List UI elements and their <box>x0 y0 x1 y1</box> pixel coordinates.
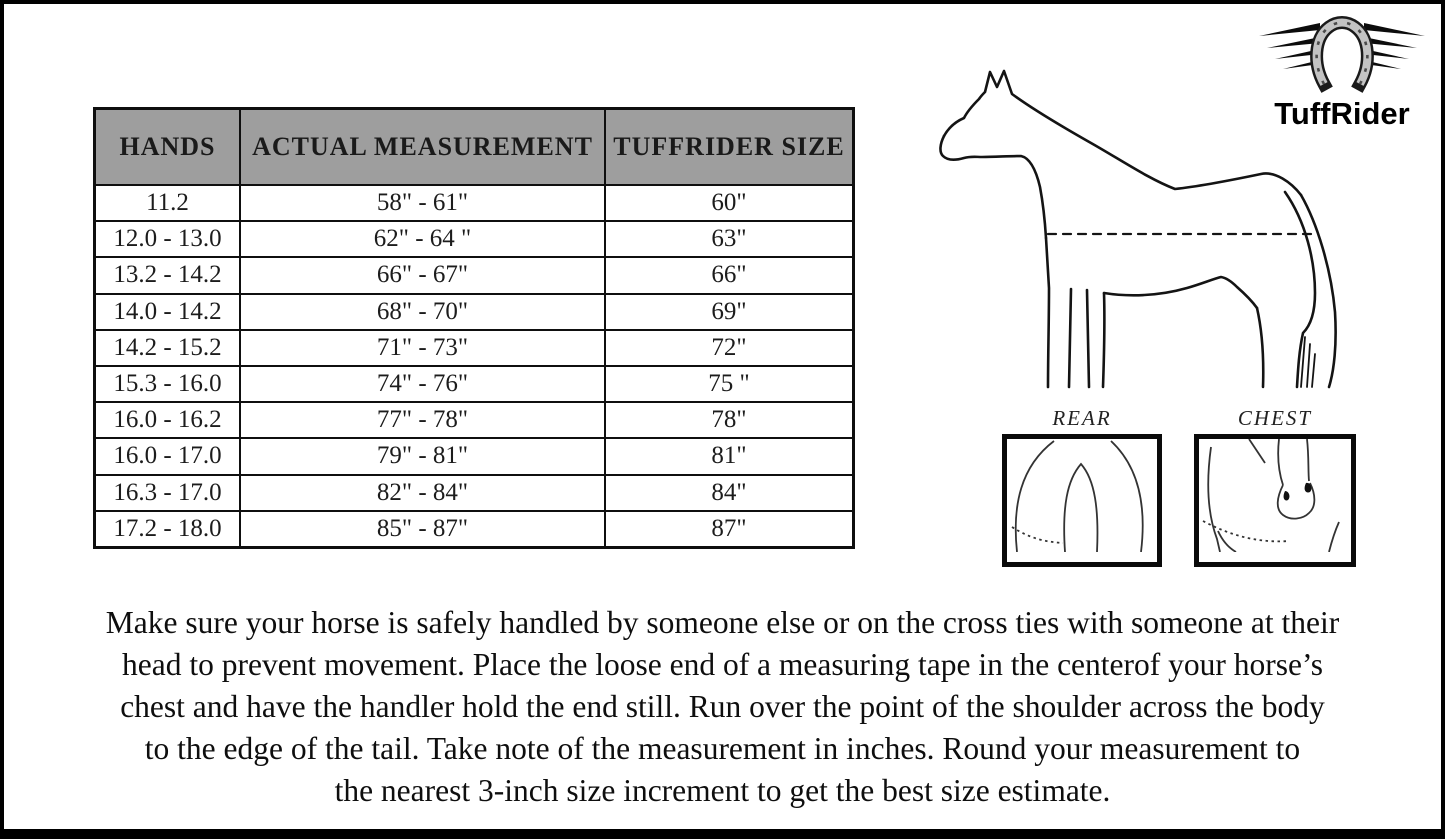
table-cell-measurement: 79" - 81" <box>241 439 604 473</box>
column-header-actual-measurement: ACTUAL MEASUREMENT <box>241 110 604 184</box>
measuring-instructions <box>4 602 1441 812</box>
column-header-hands: HANDS <box>96 110 239 184</box>
table-cell-hands: 14.0 - 14.2 <box>96 295 239 329</box>
instruction-line: to the edge of the tail. Take note of the measurement in inches. Round your measurement to <box>144 731 1301 766</box>
brand-name: TuffRider <box>1274 96 1410 131</box>
table-cell-size: 66" <box>606 258 852 292</box>
chest-view-label: CHEST <box>1237 406 1313 430</box>
table-cell-hands: 15.3 - 16.0 <box>96 367 239 401</box>
table-cell-measurement: 62" - 64 " <box>241 222 604 256</box>
chest-view-box <box>1194 434 1356 567</box>
table-cell-hands: 13.2 - 14.2 <box>96 258 239 292</box>
chest-view-group <box>1194 406 1356 567</box>
table-cell-size: 78" <box>606 403 852 437</box>
table-cell-size: 75 " <box>606 367 852 401</box>
table-cell-hands: 16.0 - 17.0 <box>96 439 239 473</box>
rear-view-diagram <box>1007 439 1147 552</box>
table-cell-measurement: 68" - 70" <box>241 295 604 329</box>
table-cell-measurement: 82" - 84" <box>241 476 604 510</box>
rear-view-label: REAR <box>1052 406 1112 430</box>
rear-view-group <box>1001 406 1163 567</box>
instruction-line: chest and have the handler hold the end still. Run over the point of the shoulder across the body <box>120 689 1325 724</box>
table-cell-size: 84" <box>606 476 852 510</box>
table-cell-measurement: 85" - 87" <box>241 512 604 546</box>
table-cell-hands: 11.2 <box>96 186 239 220</box>
table-cell-measurement: 66" - 67" <box>241 258 604 292</box>
size-table <box>93 107 855 549</box>
instruction-line: the nearest 3-inch size increment to get the best size estimate. <box>334 773 1111 808</box>
table-cell-hands: 16.0 - 16.2 <box>96 403 239 437</box>
table-cell-size: 72" <box>606 331 852 365</box>
table-cell-size: 69" <box>606 295 852 329</box>
table-cell-hands: 16.3 - 17.0 <box>96 476 239 510</box>
table-cell-size: 63" <box>606 222 852 256</box>
table-cell-measurement: 77" - 78" <box>241 403 604 437</box>
table-cell-hands: 17.2 - 18.0 <box>96 512 239 546</box>
table-cell-size: 87" <box>606 512 852 546</box>
instruction-line: Make sure your horse is safely handled by someone else or on the cross ties with someone at their <box>105 605 1340 640</box>
column-header-tuffrider-size: TUFFRIDER SIZE <box>606 110 852 184</box>
table-cell-size: 60" <box>606 186 852 220</box>
table-cell-hands: 12.0 - 13.0 <box>96 222 239 256</box>
table-cell-measurement: 71" - 73" <box>241 331 604 365</box>
horse-side-diagram <box>919 56 1349 398</box>
table-cell-measurement: 58" - 61" <box>241 186 604 220</box>
rear-view-box <box>1002 434 1162 567</box>
instruction-line: head to prevent movement. Place the loose end of a measuring tape in the centerof your horse’s <box>122 647 1323 682</box>
table-cell-hands: 14.2 - 15.2 <box>96 331 239 365</box>
table-cell-size: 81" <box>606 439 852 473</box>
chest-view-diagram <box>1199 439 1341 552</box>
table-cell-measurement: 74" - 76" <box>241 367 604 401</box>
